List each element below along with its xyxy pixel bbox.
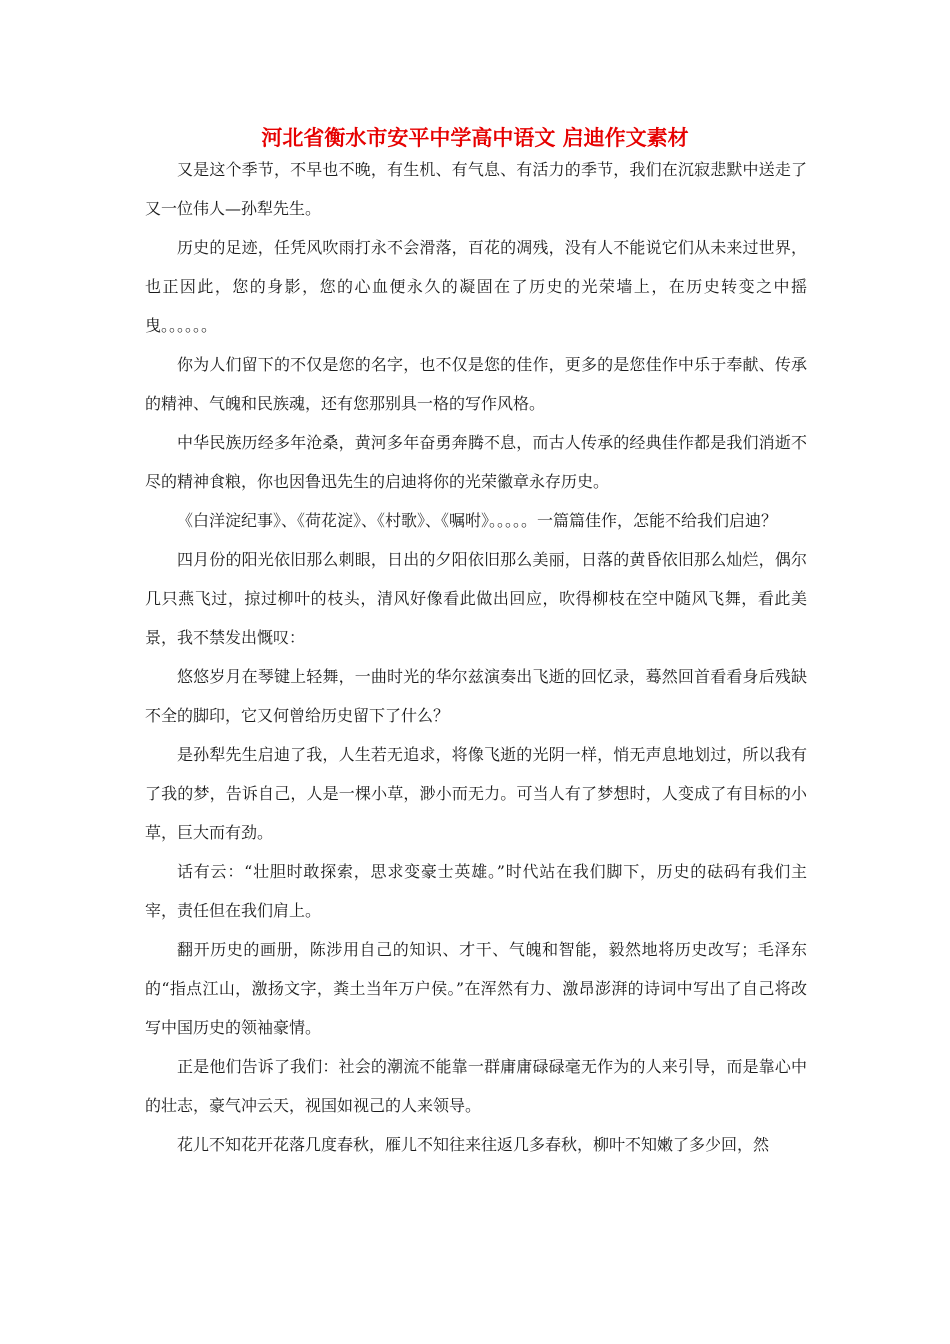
paragraph: 又是这个季节，不早也不晚，有生机、有气息、有活力的季节，我们在沉寂悲默中送走了又一位伟人—孙犁先生。 bbox=[145, 160, 807, 218]
paragraph: 花儿不知花开花落几度春秋，雁儿不知往来往返几多春秋，柳叶不知嫩了多少回，然 bbox=[177, 1135, 770, 1154]
paragraph: 四月份的阳光依旧那么刺眼，日出的夕阳依旧那么美丽，日落的黄昏依旧那么灿烂，偶尔几只燕飞过，掠过柳叶的枝头，清风好像看此做出回应，吹得柳枝在空中随风飞舞，看此美景，我不禁发出慨叹： bbox=[145, 550, 807, 647]
paragraph: 是孙犁先生启迪了我，人生若无追求，将像飞逝的光阴一样，悄无声息地划过，所以我有了我的梦，告诉自己，人是一棵小草，渺小而无力。可当人有了梦想时，人变成了有目标的小草，巨大而有劲。 bbox=[145, 745, 807, 842]
paragraph: 历史的足迹，任凭风吹雨打永不会滑落，百花的凋残，没有人不能说它们从未来过世界，也正因此，您的身影，您的心血便永久的凝固在了历史的光荣墙上，在历史转变之中摇曳。。。。。。 bbox=[145, 238, 807, 335]
paragraph: 你为人们留下的不仅是您的名字，也不仅是您的佳作，更多的是您佳作中乐于奉献、传承的精神、气魄和民族魂，还有您那别具一格的写作风格。 bbox=[145, 355, 807, 413]
paragraph: 《白洋淀纪事》、《荷花淀》、《村歌》、《嘱咐》。。。。。一篇篇佳作，怎能不给我们启迪？ bbox=[177, 511, 778, 530]
paragraph: 翻开历史的画册，陈涉用自己的知识、才干、气魄和智能，毅然地将历史改写；毛泽东的“指点江山，激扬文字，粪土当年万户侯。”在浑然有力、激昂澎湃的诗词中写出了自己将改写中国历史的领袖豪情。 bbox=[145, 940, 807, 1037]
paragraph: 话有云：“壮胆时敢探索，思求变豪士英雄。”时代站在我们脚下，历史的砝码有我们主宰，责任但在我们肩上。 bbox=[145, 862, 807, 920]
document-title: 河北省衡水市安平中学高中语文 启迪作文素材 bbox=[261, 126, 689, 150]
paragraph: 悠悠岁月在琴键上轻舞，一曲时光的华尔兹演奏出飞逝的回忆录，蓦然回首看看身后残缺不全的脚印，它又何曾给历史留下了什么？ bbox=[145, 667, 807, 725]
paragraph: 中华民族历经多年沧桑，黄河多年奋勇奔腾不息，而古人传承的经典佳作都是我们消逝不尽的精神食粮，你也因鲁迅先生的启迪将你的光荣徽章永存历史。 bbox=[145, 433, 807, 491]
paragraph: 正是他们告诉了我们：社会的潮流不能靠一群庸庸碌碌毫无作为的人来引导，而是靠心中的壮志，豪气冲云天，视国如视己的人来领导。 bbox=[145, 1057, 807, 1115]
document-body bbox=[145, 150, 807, 1164]
